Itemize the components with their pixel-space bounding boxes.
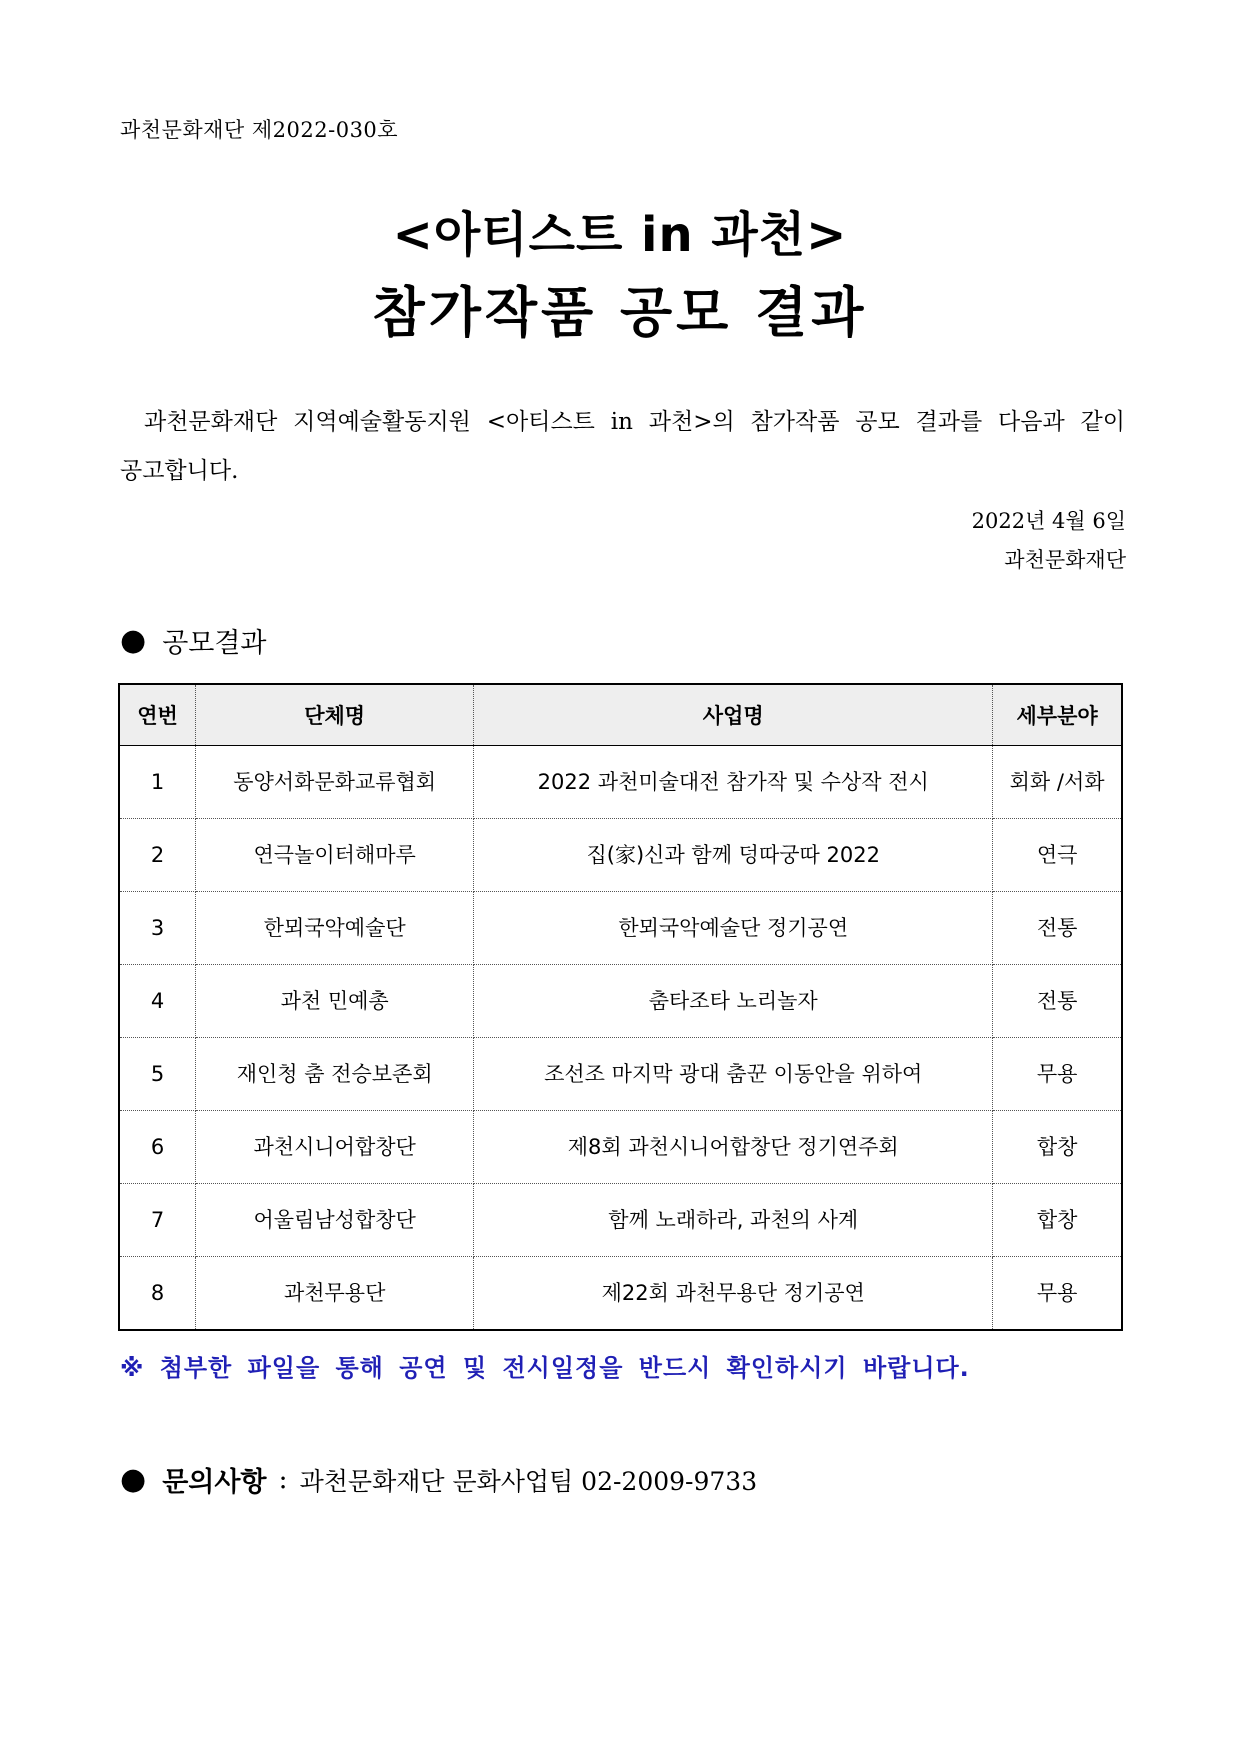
contact-section [120, 1460, 757, 1499]
row-project: 함께 노래하라, 과천의 사계 [474, 1184, 993, 1257]
table-row [119, 1111, 1122, 1184]
results-heading-label: 공모결과 [162, 628, 267, 659]
contact-colon: : [278, 1464, 288, 1495]
row-organization: 동양서화문화교류협회 [196, 746, 474, 819]
row-category: 무용 [993, 1038, 1122, 1111]
document-number: 과천문화재단 제2022-030호 [120, 118, 399, 142]
row-number: 8 [119, 1257, 196, 1331]
row-number: 1 [119, 746, 196, 819]
row-number: 5 [119, 1038, 196, 1111]
row-category: 전통 [993, 965, 1122, 1038]
row-number: 4 [119, 965, 196, 1038]
contact-value: 과천문화재단 문화사업팀 02-2009-9733 [299, 1466, 758, 1496]
row-project: 제22회 과천무용단 정기공연 [474, 1257, 993, 1331]
results-section-heading [120, 621, 267, 660]
row-organization: 과천 민예총 [196, 965, 474, 1038]
results-table [118, 683, 1123, 1331]
table-row [119, 1257, 1122, 1331]
row-category: 연극 [993, 819, 1122, 892]
row-organization: 과천시니어합창단 [196, 1111, 474, 1184]
page-title-line1: <아티스트 in 과천> [392, 207, 848, 263]
table-row [119, 819, 1122, 892]
row-category: 회화 /서화 [993, 746, 1122, 819]
intro-paragraph [120, 398, 1125, 496]
row-organization: 어울림남성합창단 [196, 1184, 474, 1257]
table-header-row [119, 684, 1122, 746]
row-organization: 재인청 춤 전승보존회 [196, 1038, 474, 1111]
announcement-date: 2022년 4월 6일 [971, 509, 1126, 533]
row-project: 2022 과천미술대전 참가작 및 수상작 전시 [474, 746, 993, 819]
column-header-org: 단체명 [196, 684, 474, 746]
table-row [119, 965, 1122, 1038]
intro-text: 과천문화재단 지역예술활동지원 <아티스트 in 과천>의 참가작품 공모 결과를 다음과 같이 공고합니다. [120, 409, 1125, 484]
row-project: 춤타조타 노리놀자 [474, 965, 993, 1038]
row-number: 7 [119, 1184, 196, 1257]
row-category: 전통 [993, 892, 1122, 965]
row-category: 무용 [1036, 1280, 1078, 1305]
row-project: 조선조 마지막 광대 춤꾼 이동안을 위하여 [474, 1038, 993, 1111]
column-header-project: 사업명 [474, 684, 993, 746]
bullet-icon: ● [120, 1461, 147, 1497]
bullet-icon: ● [120, 622, 147, 658]
row-number: 6 [119, 1111, 196, 1184]
contact-label: 문의사항 [162, 1467, 267, 1498]
table-row [119, 1038, 1122, 1111]
schedule-notice: ※ 첨부한 파일을 통해 공연 및 전시일정을 반드시 확인하시기 바랍니다. [120, 1354, 970, 1382]
table-row [119, 746, 1122, 819]
row-project: 집(家)신과 함께 덩따궁따 2022 [474, 819, 993, 892]
row-category: 합창 [993, 1184, 1122, 1257]
row-project: 한뫼국악예술단 정기공연 [474, 892, 993, 965]
row-category: 합창 [993, 1111, 1122, 1184]
table-row [119, 892, 1122, 965]
column-header-category: 세부분야 [993, 684, 1122, 746]
row-organization: 한뫼국악예술단 [196, 892, 474, 965]
row-organization: 연극놀이터해마루 [196, 819, 474, 892]
column-header-no: 연번 [119, 684, 196, 746]
table-row [119, 1184, 1122, 1257]
row-organization: 과천무용단 [196, 1257, 474, 1331]
row-project: 제8회 과천시니어합창단 정기연주회 [474, 1111, 993, 1184]
page-title-line2: 참가작품 공모 결과 [372, 281, 868, 344]
row-number: 3 [119, 892, 196, 965]
issuing-organization: 과천문화재단 [1004, 548, 1126, 572]
row-number: 2 [119, 819, 196, 892]
